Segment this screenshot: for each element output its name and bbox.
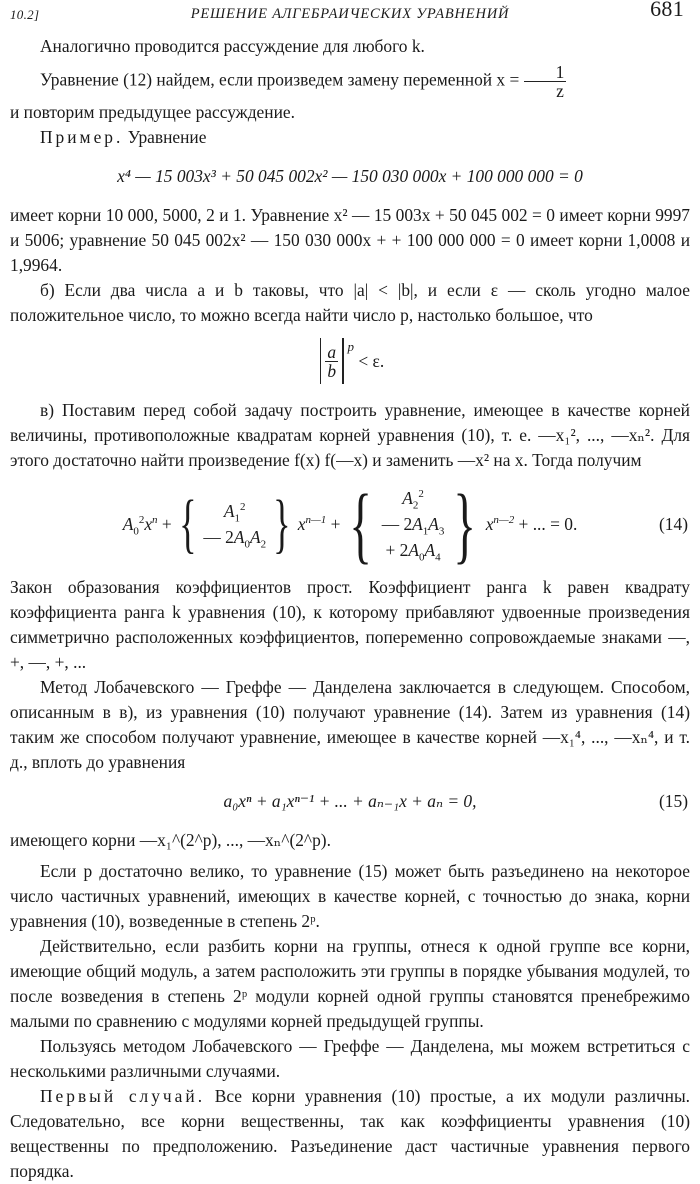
brace-close-icon: } — [453, 476, 477, 572]
abs-bar-left — [320, 338, 322, 384]
page-number: 681 — [650, 0, 684, 21]
paragraph: Аналогично проводится рассуждение для любого k. — [40, 36, 425, 56]
equation-number: (14) — [659, 513, 688, 534]
paragraph: имеющего корни —x₁^(2^p), ..., —xₙ^(2^p). — [10, 830, 331, 850]
fraction-denominator: b — [327, 360, 337, 381]
section-number: 10.2] — [10, 7, 40, 22]
fraction — [524, 63, 567, 100]
inequality-formula: $\frac{a}{b}$ $^p$ < ε. — [10, 338, 690, 384]
running-header — [10, 0, 690, 34]
equation-example: x⁴ — 15 003x³ + 50 045 002x² — 150 030 000x + 100 000 000 = 0 — [117, 166, 583, 186]
case-label: Первый случай. — [40, 1086, 206, 1106]
eq14-term-1: $A_0^2x^n$ + — [122, 513, 172, 537]
eq14-term-2: $x^{n—1}$ + — [297, 513, 341, 534]
paragraph-text: Уравнение (12) найдем, если произведем замену переменной x = — [40, 69, 520, 90]
eq14-term-3: $x^{n—2}$ + ... = 0. — [485, 513, 578, 534]
paragraph: Если p достаточно велико, то уравнение (15) может быть разъединено на некоторое число частичных уравнений, имеющих в качестве корней, с точностью до знака, корни уравнения (10), возведенные в степень 2ᵖ. — [10, 861, 690, 931]
paragraph: в) Поставим перед собой задачу построить уравнение, имеющее в качестве корней величины, противоположные квадратам корней уравнения (10), т. е. —x₁², ..., —xₙ². Для этого достаточно найти произведение f(x) f(—x) и заменить —x² на x. Тогда получим — [10, 400, 690, 470]
paragraph: Действительно, если разбить корни на группы, отнеся к одной группе все корни, имеющие общий модуль, а затем расположить эти группы в порядке убывания модулей, то после возведения в степень 2ᵖ модули корней одной группы становятся пренебрежимо малыми по сравнению с модулями корней предыдущей группы. — [10, 936, 690, 1031]
paragraph: б) Если два числа a и b таковы, что |a| < |b|, и если ε — сколь угодно малое положительное число, то можно всегда найти число p, настолько большое, что — [10, 280, 690, 325]
fraction-denominator: z — [556, 81, 564, 101]
paragraph: имеет корни 10 000, 5000, 2 и 1. Уравнение x² — 15 003x + 50 045 002 = 0 имеет корни 9997 и 5006; уравнение 50 045 002x² — 150 030 000x + + 100 000 000 = 0 имеет корни 1,0008 и 1,9964. — [10, 205, 690, 275]
equation-15-body: a₀xⁿ + a₁xⁿ⁻¹ + ... + aₙ₋₁x + aₙ = 0, — [223, 791, 477, 811]
example-label: Пример. — [40, 127, 124, 147]
paragraph: Метод Лобачевского — Греффе — Данделена заключается в следующем. Способом, описанным в в), из уравнения (10) получают уравнение (14). Затем из уравнения (14) таким же способом получают уравнение, имеющее в качестве корней —x₁⁴, ..., —xₙ⁴, и т. д., вплоть до уравнения — [10, 677, 690, 772]
abs-bar-right — [342, 338, 344, 384]
eq14-stack-1: $A_1^2$ — $2A_0A_2$ — [203, 501, 267, 551]
brace-open-icon: { — [178, 487, 197, 560]
equation-15 — [10, 789, 690, 814]
paragraph: Пользуясь методом Лобачевского — Греффе — Данделена, мы можем встретиться с несколькими различными случаями. — [10, 1036, 690, 1081]
brace-open-icon: { — [349, 476, 373, 572]
paragraph-text: Уравнение — [127, 127, 207, 147]
fraction-numerator: a — [327, 341, 337, 362]
paragraph — [10, 63, 690, 100]
running-title: РЕШЕНИЕ АЛГЕБРАИЧЕСКИХ УРАВНЕНИЙ — [190, 6, 510, 22]
brace-close-icon: } — [273, 487, 291, 560]
equation-14 — [10, 476, 690, 572]
book-page — [10, 0, 690, 1184]
fraction-a-over-b — [325, 343, 338, 380]
less-than-epsilon: < ε. — [354, 350, 385, 371]
equation-number: (15) — [659, 791, 688, 811]
fraction-numerator: 1 — [524, 63, 567, 82]
paragraph: и повторим предыдущее рассуждение. — [10, 102, 295, 122]
paragraph — [10, 1084, 690, 1184]
paragraph — [10, 125, 690, 150]
eq14-stack-2: $A_2^2$ — $2A_1A_3$ + $2A_0A_4$ — [381, 488, 445, 564]
paragraph-text: Все корни уравнения (10) простые, а их модули различны. Следовательно, все корни вещественны, так как коэффициенты уравнения (10) вещественны по предположению. Разъединение даст частичные уравнения первого порядка. — [10, 1086, 690, 1181]
paragraph: Закон образования коэффициентов прост. Коэффициент ранга k равен квадрату коэффициента ранга k уравнения (10), к которому прибавляют удвоенные произведения симметрично расположенных коэффициентов, попеременно сопровождаемые знаками —, +, —, +, ... — [10, 577, 690, 672]
